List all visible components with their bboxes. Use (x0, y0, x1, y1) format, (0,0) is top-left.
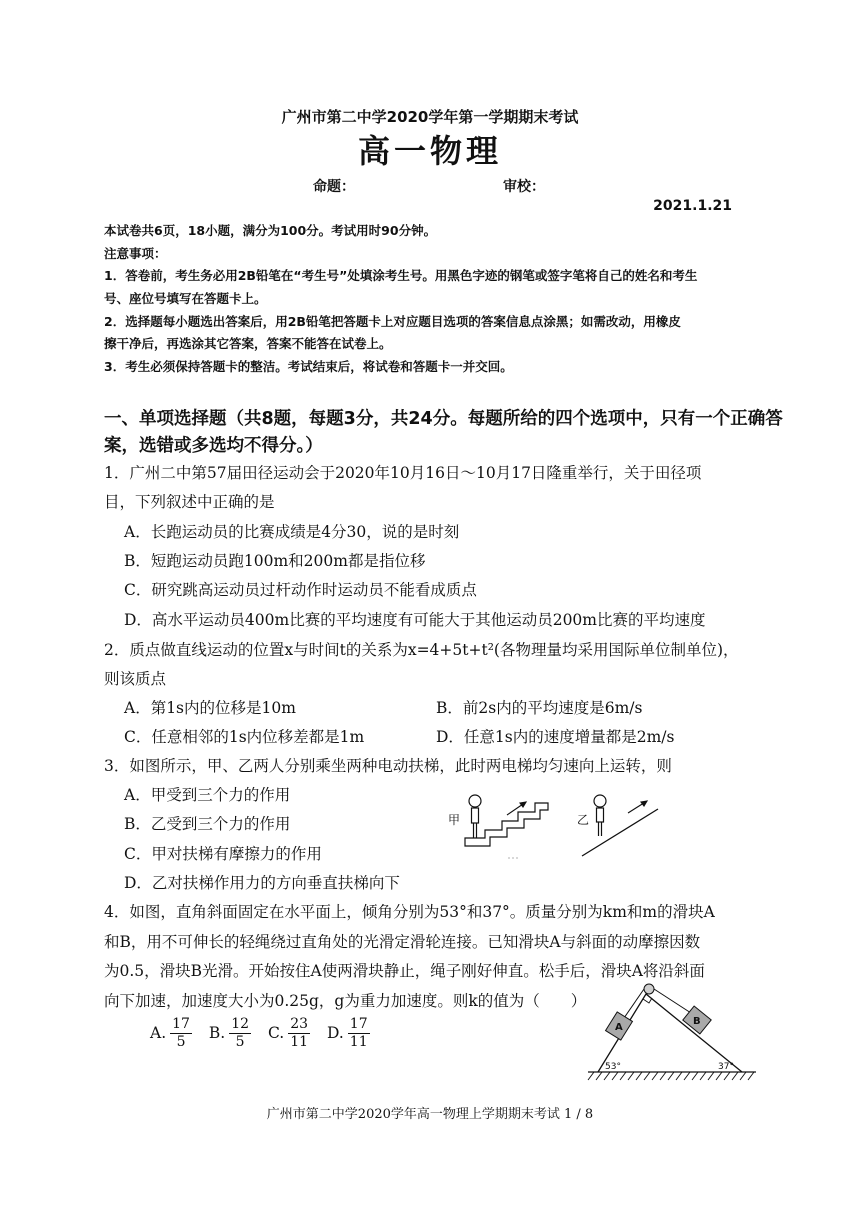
question-1-option-d: D．高水平运动员400m比赛的平均速度有可能大于其他运动员200m比赛的平均速度 (124, 611, 706, 629)
question-3-option-a: A．甲受到三个力的作用 (124, 786, 291, 804)
figure-label-jia: 甲 (448, 813, 461, 827)
question-4-stem-cont-1: 和B，用不可伸长的轻绳绕过直角处的光滑定滑轮连接。已知滑块A与斜面的动摩擦因数 (104, 933, 701, 951)
note-item-3: 3．考生必须保持答题卡的整洁。考试结束后，将试卷和答题卡一并交回。 (104, 359, 513, 374)
question-1-option-c: C．研究跳高运动员过杆动作时运动员不能看成质点 (124, 581, 477, 599)
svg-text:B: B (693, 1016, 701, 1027)
page-footer: 广州市第二中学2020学年高一物理上学期期末考试 1 / 8 (266, 1107, 594, 1122)
author-label: 命题： (313, 179, 355, 195)
exam-intro: 本试卷共6页，18小题，满分为100分。考试用时90分钟。 (104, 223, 437, 238)
arrow-up-right-icon (507, 802, 526, 815)
incline-pulley-figure (586, 980, 758, 1086)
pulley-icon (644, 984, 654, 994)
reviewer-label: 审校： (503, 179, 545, 195)
question-2-option-b: B．前2s内的平均速度是6m/s (436, 699, 643, 717)
stair-escalator (465, 803, 548, 846)
question-1-option-a: A．长跑运动员的比赛成绩是4分30，说的是时刻 (124, 523, 460, 541)
question-4-stem-cont-2: 为0.5，滑块B光滑。开始按住A使两滑块静止，绳子刚好伸直。松手后，滑块A将沿斜面 (104, 962, 705, 980)
question-3-option-c: C．甲对扶梯有摩擦力的作用 (124, 845, 322, 863)
block-a (606, 1012, 633, 1040)
question-2-stem: 2．质点做直线运动的位置x与时间t的关系为x=4+5t+t²(各物理量均采用国际单位制单位)， (104, 641, 739, 659)
angle-label-left: 53° (605, 1062, 621, 1072)
question-1-option-b: B．短跑运动员跑100m和200m都是指位移 (124, 552, 426, 570)
question-4-stem-cont-3: 向下加速，加速度大小为0.25g，g为重力加速度。则k的值为（ ） (104, 992, 587, 1010)
escalator-figure (440, 788, 670, 863)
exam-school-title: 广州市第二中学2020学年第一学期期末考试 (281, 108, 579, 126)
flat-escalator (582, 809, 658, 856)
arrow-up-right-icon (628, 801, 647, 813)
question-4-option-b: B. $\frac{12}{5}$ (208, 1016, 250, 1050)
note-item-1: 1．答卷前，考生务必用2B铅笔在“考生号”处填涂考生号。用黑色字迹的钢笔或签字笔将自己的姓名和考生 (104, 268, 698, 283)
question-1-stem: 1．广州二中第57届田径运动会于2020年10月16日～10月17日隆重举行，关于田径项 (104, 464, 702, 482)
figure-label-yi: 乙 (577, 813, 590, 827)
question-3-option-b: B．乙受到三个力的作用 (124, 815, 291, 833)
note-item-1-cont: 号、座位号填写在答题卡上。 (104, 291, 267, 306)
note-item-2: 2．选择题每小题选出答案后，用2B铅笔把答题卡上对应题目选项的答案信息点涂黑；如需改动，用橡皮 (104, 314, 681, 329)
right-angle-mark (643, 998, 652, 1003)
note-item-2-cont: 擦干净后，再选涂其它答案，答案不能答在试卷上。 (104, 336, 392, 351)
person-yi-icon (594, 795, 606, 836)
question-2-option-c: C．任意相邻的1s内位移差都是1m (124, 728, 365, 746)
svg-text:A: A (615, 1022, 623, 1033)
question-4-option-c: C. $\frac{23}{11}$ (267, 1016, 309, 1050)
question-2-option-d: D．任意1s内的速度增量都是2m/s (436, 728, 675, 746)
exam-subject-title: 高一物理 (357, 132, 502, 170)
exam-date: 2021.1.21 (653, 198, 732, 214)
question-3-stem: 3．如图所示，甲、乙两人分别乘坐两种电动扶梯，此时两电梯均匀速向上运转，则 (104, 757, 672, 775)
person-jia-icon (469, 795, 481, 838)
question-4-option-d: D. $\frac{17}{11}$ (326, 1016, 368, 1050)
section-title: 一、单项选择题（共8题，每题3分，共24分。每题所给的四个选项中，只有一个正确答 (104, 409, 783, 429)
question-4-option-a: A. $\frac{17}{5}$ (150, 1016, 190, 1050)
notes-heading: 注意事项： (104, 246, 167, 261)
question-3-option-d: D．乙对扶梯作用力的方向垂直扶梯向下 (124, 874, 400, 892)
angle-label-right: 37° (718, 1062, 734, 1072)
ground-hatching (588, 1072, 754, 1080)
question-4-options (150, 1016, 374, 1051)
question-4-stem: 4．如图，直角斜面固定在水平面上，倾角分别为53°和37°。质量分别为km和m的滑块A (104, 903, 715, 921)
rope-right (654, 989, 691, 1013)
question-1-stem-cont: 目，下列叙述中正确的是 (104, 493, 275, 511)
question-2-stem-cont: 则该质点 (104, 670, 167, 688)
question-2-option-a: A．第1s内的位移是10m (124, 699, 296, 717)
section-title-cont: 案，选错或多选均不得分。） (104, 436, 323, 456)
